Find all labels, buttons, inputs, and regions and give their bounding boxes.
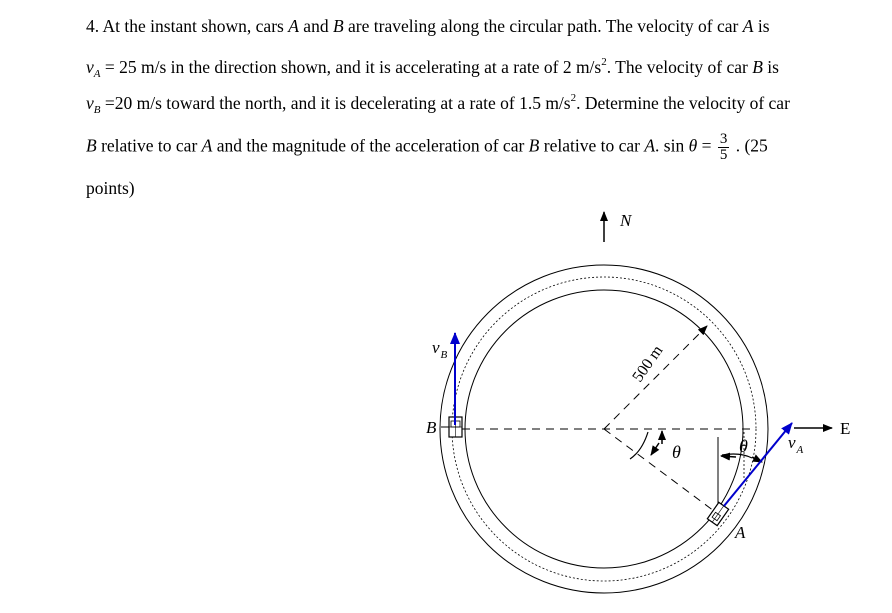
car-a-symbol: A [288, 16, 299, 36]
fraction-denominator: 5 [719, 147, 728, 163]
car-b-symbol: B [528, 135, 540, 156]
text-segment: relative to car [543, 135, 640, 156]
text-segment: . sin [655, 135, 685, 156]
equals-sign: = [701, 135, 712, 156]
problem-number: 4. [86, 16, 100, 36]
velocity-a-subscript: A [93, 68, 101, 80]
velocity-b-sub: B [440, 349, 448, 361]
text-segment: At the instant shown, cars [102, 16, 284, 36]
velocity-a-v: v [788, 433, 796, 452]
velocity-b-label [432, 338, 448, 361]
text-segment: =20 m/s toward the north, and it is decelerating at a rate of 1.5 m/s [104, 93, 571, 113]
exponent: 2 [601, 56, 607, 68]
exponent: 2 [570, 92, 577, 104]
text-segment: . The velocity of car [606, 57, 748, 77]
velocity-a-sub: A [796, 444, 804, 456]
car-a-symbol: A [644, 135, 656, 156]
velocity-b-v: v [432, 338, 440, 357]
radius-line [604, 326, 707, 429]
car-b-symbol: B [332, 16, 344, 36]
text-segment: = 25 m/s in the direction shown, and it is accelerating at a rate of 2 m/s [104, 57, 602, 77]
car-a-symbol: A [201, 135, 213, 156]
text-segment: and [303, 16, 329, 36]
velocity-a-symbol: v [86, 57, 94, 77]
theta-arrow-car-a [721, 456, 736, 457]
theta-arrow-center-2 [651, 443, 659, 455]
fraction-numerator: 3 [719, 131, 728, 147]
east-label: E [840, 419, 851, 438]
car-b-symbol: B [86, 135, 97, 156]
car-b-symbol: B [752, 57, 763, 77]
velocity-b-symbol: v [86, 93, 94, 113]
north-label: N [620, 211, 632, 230]
text-segment: points) [86, 178, 135, 198]
text-segment: relative to car [101, 135, 198, 156]
text-segment: is [757, 16, 770, 36]
radius-label: 500 m [629, 342, 667, 386]
car-b-label: B [426, 418, 437, 437]
velocity-b-subscript: B [93, 104, 101, 116]
car-a [707, 502, 728, 525]
velocity-a-label [788, 433, 804, 456]
text-segment: . Determine the velocity of car [576, 93, 790, 113]
text-segment: and the magnitude of the acceleration of car [216, 135, 525, 156]
text-segment: is [767, 57, 779, 77]
theta-label-center: θ [672, 442, 681, 462]
theta-symbol: θ [688, 135, 698, 156]
center-to-car-a-line [604, 429, 718, 514]
text-segment: are traveling along the circular path. The velocity of car [348, 16, 739, 36]
text-segment: . (25 [735, 135, 768, 156]
theta-label-car-a: θ [739, 436, 748, 456]
car-a-label: A [735, 523, 746, 542]
car-a-symbol: A [742, 16, 754, 36]
velocity-a-arrow [724, 423, 792, 506]
